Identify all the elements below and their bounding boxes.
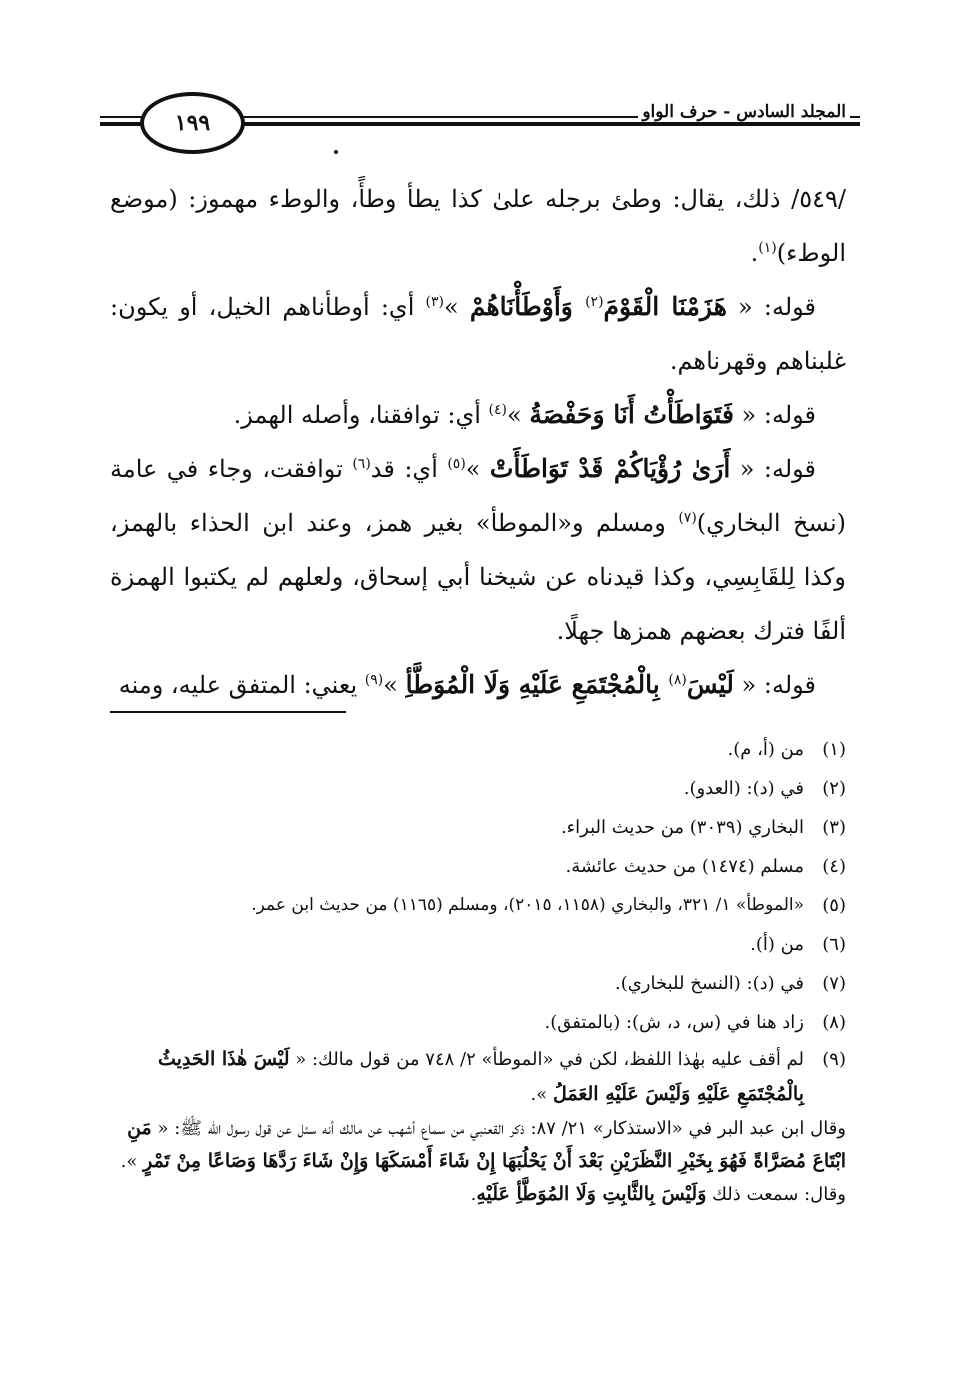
footnote-number: (٥) (822, 895, 846, 916)
footnote-ref: (٤) (488, 402, 508, 418)
p5-post: يعني: المتفق عليه، ومنه (118, 671, 365, 699)
footnote-item (110, 808, 846, 847)
paragraph-1 (110, 172, 846, 280)
footnote-ref: (١) (758, 240, 777, 256)
quote-text: لَيْسَ (686, 670, 734, 699)
main-text (110, 172, 846, 712)
footnote-number: (٤) (822, 856, 846, 877)
footnote-number: (٦) (822, 934, 846, 955)
footnote-item (110, 886, 846, 925)
paragraph-5 (110, 658, 846, 712)
quote-text: فَتَوَاطَأْتُ أَنَا وَحَفْصَةُ (529, 400, 734, 429)
footnote-ref: (٧) (678, 510, 697, 526)
footnote-item (110, 964, 846, 1003)
paragraph-3 (110, 388, 846, 442)
p5-pre: قوله: « (733, 671, 816, 699)
paragraph-4 (110, 442, 846, 658)
footnote-ref: (٦) (352, 456, 371, 472)
footnote-text: مسلم (١٤٧٤) من حديث عائشة. (565, 856, 804, 877)
fn9-l2-post: ». (120, 1151, 144, 1172)
footnote-item (110, 925, 846, 964)
footnote-number: (٧) (822, 973, 846, 994)
p3-mid: » (507, 401, 530, 429)
quote-text: بِالْمُجْتَمَعِ عَلَيْهِ وَلَا الْمُوَطَّأِ (405, 670, 669, 699)
footnote-ref: (٩) (364, 672, 384, 688)
p2-pre: قوله: « (726, 293, 817, 321)
paragraph-2 (110, 280, 846, 388)
footnote-number: (١) (822, 739, 846, 760)
fn9-l2: وقال ابن عبد البر في «الاستذكار» ٢١/ ٨٧: ذكر القعنبي من سماع أشهب عن مالك أنه سئل عن قول رسول الله ﷺ: « (151, 1118, 846, 1139)
footnote-separator (110, 711, 346, 713)
p3-post: أي: توافقنا، وأصله الهمز. (233, 401, 489, 429)
footnote-ref: (٣) (425, 294, 444, 310)
quote-text: هَزَمْنَا الْقَوْمَ (603, 292, 727, 321)
footnote-text: البخاري (٣٠٣٩) من حديث البراء. (560, 817, 804, 838)
footnote9-line1 (110, 1042, 804, 1112)
quote-text: مَنِ ابْتَاعَ مُصَرَّاةً فَهُوَ بِخَيْرِ النَّظَرَيْنِ بَعْدَ أَنْ يَحْلُبَهَا إِنْ شَاءَ أَمْسَكَهَا وَإِنْ شَاءَ رَدَّهَا وَصَاعًا مِنْ تَمْرٍ (127, 1117, 846, 1172)
footnote-item (110, 847, 846, 886)
footnote-text: من (أ). (750, 934, 804, 955)
footnote-ref: (٢) (585, 294, 604, 310)
header-title: المجلد السادس - حرف الواو (638, 102, 850, 122)
p4-pre: قوله: « (730, 455, 817, 483)
fn9-l1-post: ». (530, 1084, 553, 1105)
quote-text: أَرَىٰ رُؤْيَاكُمْ قَدْ تَوَاطَأَتْ (489, 454, 731, 483)
footnote-item (110, 769, 846, 808)
footnote-text: في (د): (النسخ للبخاري). (614, 973, 804, 994)
p5-mid: » (383, 671, 406, 699)
page-header (100, 80, 860, 170)
footnote-number: (٨) (822, 1012, 846, 1033)
footnote9-last-line (110, 1178, 846, 1211)
decorative-dot (334, 150, 338, 154)
footnote-text (110, 1042, 804, 1112)
p4-mid: » (465, 455, 490, 483)
quote-text: وَلَيْسَ بِالثَّابِتِ وَلَا المُوَطَّأِ عَلَيْهِ (476, 1183, 707, 1205)
quote-text: وَأَوْطَأْنَاهُمْ (469, 292, 586, 321)
footnote-item (110, 730, 846, 769)
footnote9-continuation (110, 1112, 846, 1178)
fn9-l3-pre: وقال: سمعت ذلك (706, 1184, 846, 1205)
footnote-number: (٣) (822, 817, 846, 838)
footnotes (110, 730, 846, 1211)
footnote-item-9 (110, 1042, 846, 1112)
p3-pre: قوله: « (733, 401, 816, 429)
footnote-text: زاد هنا في (س، د، ش): (بالمتفق). (544, 1012, 804, 1033)
quote-text: لَيْسَ هٰذَا الحَدِيثُ بِالْمُجْتَمَعِ عَلَيْهِ وَلَيْسَ عَلَيْهِ العَمَلُ (158, 1048, 804, 1105)
footnote-number: (٢) (822, 778, 846, 799)
page-number-oval (140, 92, 245, 154)
p2-post: أي: أوطأناهم الخيل، أو يكون: غلبناهم وقهرناهم. (110, 293, 846, 375)
p4-c: ومسلم و«الموطأ» بغير همز، وعند ابن الحذاء بالهمز، وكذا لِلقَابِسِي، وكذا قيدناه عن شيخنا أبي إسحاق، ولعلهم لم يكتبوا الهمزة ألفًا فترك بعضهم همزها جهلًا. (110, 509, 846, 645)
footnote-number: (٩) (822, 1049, 846, 1070)
page-number: ١٩٩ (174, 110, 211, 136)
fn9-l3-post: . (470, 1184, 477, 1205)
footnote-text: من (أ، م). (727, 739, 804, 760)
p1-end: . (750, 239, 759, 267)
footnote-text: في (د): (العدو). (683, 778, 804, 799)
p4-b: توافقت، وجاء في عامة (نسخ البخاري) (110, 455, 846, 537)
p1-text: /٥٤٩/ ذلك، يقال: وطئ برجله علىٰ كذا يطأ وطأً، والوطء مهموز: (موضع الوطء) (110, 185, 846, 267)
footnote-ref: (٨) (668, 672, 687, 688)
fn9-l1-pre: لم أقف عليه بهٰذا اللفظ، لكن في «الموطأ» ٢/ ٧٤٨ من قول مالك: « (289, 1049, 804, 1070)
p4-a: أي: قد (370, 455, 448, 483)
footnote-ref: (٥) (447, 456, 466, 472)
footnote-text: «الموطأ» ١/ ٣٢١، والبخاري (١١٥٨، ٢٠١٥)، ومسلم (١١٦٥) من حديث ابن عمر. (251, 895, 804, 915)
footnote-item (110, 1003, 846, 1042)
p2-mid: » (443, 293, 470, 321)
